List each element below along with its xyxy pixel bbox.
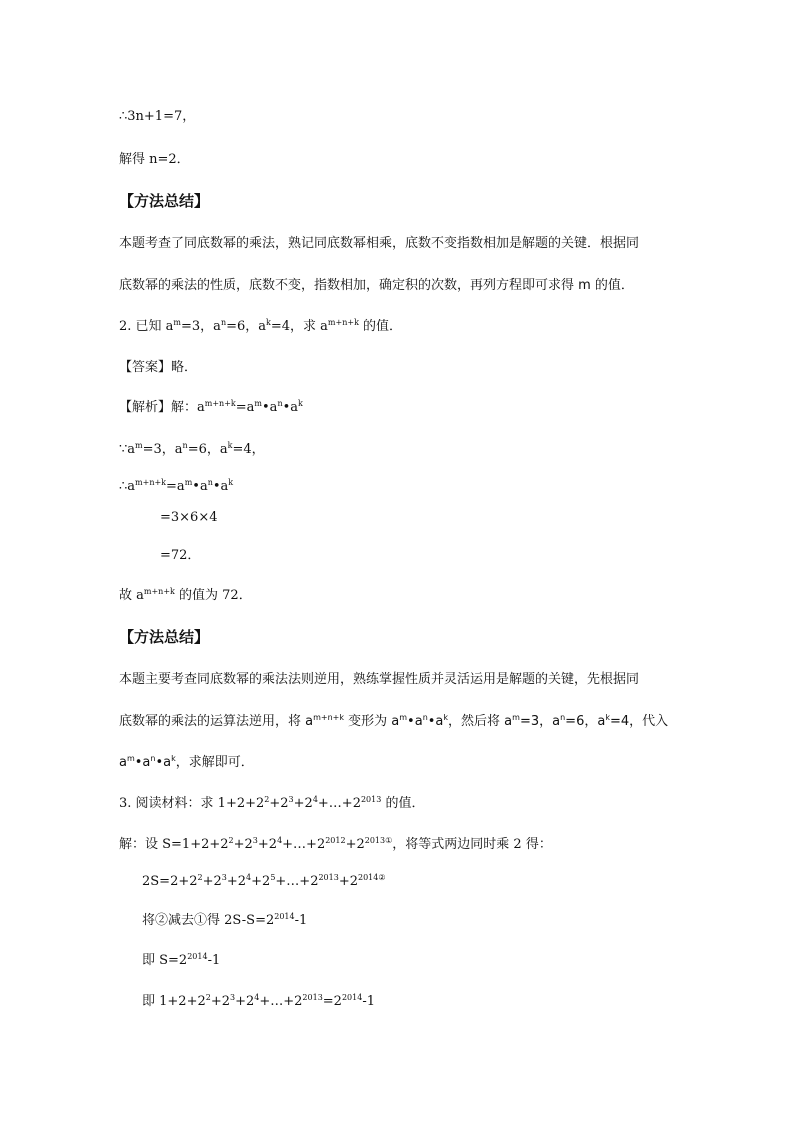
answer-line: 【答案】略． xyxy=(119,360,198,375)
since-line: $\because a^m=3$，$a^n=6$，$a^k=4$， xyxy=(119,441,265,457)
calc-step-2: =72． xyxy=(160,548,201,563)
summary-2-line-2: 底数幂的乘法的运算法逆用，将 $a^{m+n+k}$ 变形为 $a^m•a^n•a^k$，然后将 $a^m=3$，$a^n=6$，$a^k=4$，代入 xyxy=(119,713,669,729)
equation-2: $2S=2+2^2+2^3+2^4+2^5+\dots+2^{2013}+2^{2014②}$ xyxy=(142,873,386,889)
summary-1-line-1: 本题考查了同底数幂的乘法，熟记同底数幂相乘，底数不变指数相加是解题的关键．根据同 xyxy=(119,236,640,251)
line-3n-eq: ∴3n+1=7， xyxy=(119,109,196,124)
summary-1-line-2: 底数幂的乘法的性质，底数不变，指数相加，确定积的次数，再列方程即可求得 m 的值． xyxy=(119,278,634,293)
analysis-line: 【解析】解：$a^{m+n+k}=a^m•a^n•a^k$ xyxy=(119,399,303,415)
conclusion-line: 故 $a^{m+n+k}$ 的值为 72． xyxy=(119,587,252,603)
calc-step-1: =3×6×4 xyxy=(160,510,218,525)
therefore-line: $\therefore a^{m+n+k}=a^m•a^n•a^k$ xyxy=(119,478,234,494)
solution-intro: 解：设 $S=1+2+2^2+2^3+2^4+\dots+2^{2012}+2^{2013①}$，将等式两边同时乘 2 得： xyxy=(119,836,552,852)
summary-2-line-3: $a^m•a^n•a^k$，求解即可． xyxy=(119,754,254,770)
result-s: 即 $S=2^{2014}-1$ xyxy=(142,952,221,968)
result-sum: 即 $1+2+2^2+2^3+2^4+\dots+2^{2013}=2^{2014}-1$ xyxy=(142,993,375,1009)
question-3: 3. 阅读材料：求 $1+2+2^2+2^3+2^4+\dots+2^{2013}$ 的值． xyxy=(119,795,425,811)
question-2: 2. 已知 $a^m=3$，$a^n=6$，$a^k=4$，求 $a^{m+n+k}$ 的值． xyxy=(119,318,403,334)
method-summary-heading-1: 【方法总结】 xyxy=(119,192,210,210)
summary-2-line-1: 本题主要考查同底数幂的乘法法则逆用，熟练掌握性质并灵活运用是解题的关键，先根据同 xyxy=(119,672,640,687)
method-summary-heading-2: 【方法总结】 xyxy=(119,628,210,646)
subtract-step: 将②减去①得 $2S-S=2^{2014}-1$ xyxy=(142,912,308,928)
line-solve-n: 解得 n=2． xyxy=(119,152,190,167)
